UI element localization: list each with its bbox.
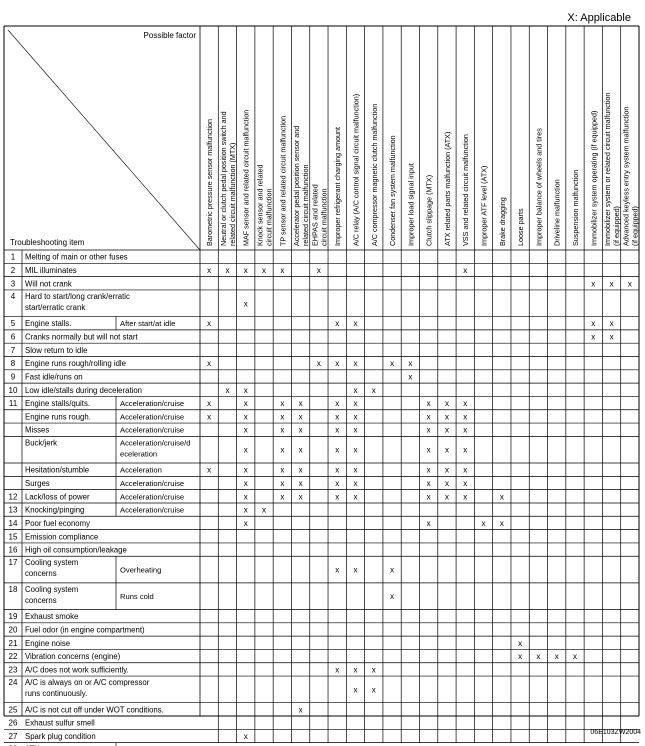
applicable-mark: x xyxy=(335,425,340,435)
troubleshooting-item: Engine runs rough. xyxy=(25,412,91,422)
factor-column-header: VSS and related circuit malfunction xyxy=(461,134,471,246)
row-number: 27 xyxy=(8,731,18,741)
troubleshooting-item: A/C does not work sufficiently. xyxy=(25,665,129,675)
applicable-mark: x xyxy=(353,385,358,395)
applicable-mark: x xyxy=(353,412,358,422)
applicable-mark: x xyxy=(426,445,431,455)
applicable-mark: x xyxy=(426,412,431,422)
applicable-mark: x xyxy=(335,465,340,475)
applicable-mark: x xyxy=(243,265,248,275)
factor-column-header: Brake dragging xyxy=(497,197,507,246)
applicable-mark: x xyxy=(207,359,212,369)
row-number: 22 xyxy=(8,652,18,662)
applicable-mark: x xyxy=(298,412,303,422)
troubleshooting-item: Buck/jerk xyxy=(25,438,58,448)
applicable-mark: x xyxy=(280,399,285,409)
applicable-mark: x xyxy=(298,479,303,488)
applicable-mark: x xyxy=(280,425,285,435)
row-number: 1 xyxy=(10,252,16,262)
factor-column-header: Loose parts xyxy=(516,208,526,246)
applicable-mark: x xyxy=(243,425,248,435)
troubleshooting-item: Cooling system xyxy=(25,558,79,568)
row-number: 21 xyxy=(8,638,18,648)
applicable-mark: x xyxy=(243,445,248,455)
possible-factor-label: Possible factor xyxy=(143,31,196,40)
applicable-mark: x xyxy=(499,492,504,502)
applicable-mark: x xyxy=(518,638,523,648)
troubleshooting-item: Lack/loss of power xyxy=(25,492,90,502)
applicable-mark: x xyxy=(463,425,468,435)
applicable-mark: x xyxy=(408,359,413,369)
applicable-mark: x xyxy=(353,319,358,329)
applicable-mark: x xyxy=(426,399,431,409)
applicable-mark: x xyxy=(463,445,468,455)
row-number: 18 xyxy=(8,584,18,594)
applicable-mark: x xyxy=(262,265,267,275)
applicable-mark: x xyxy=(353,665,358,675)
factor-column-header: Advanced keyless entry system malfunction xyxy=(621,106,631,246)
applicable-mark: x xyxy=(353,445,358,455)
factor-column-header: circuit malfunction xyxy=(264,188,274,246)
applicable-mark: x xyxy=(243,412,248,422)
row-number: 4 xyxy=(10,291,16,301)
troubleshooting-item: Surges xyxy=(25,479,50,488)
factor-column-header: EHPAS and related xyxy=(310,184,320,246)
applicable-mark: x xyxy=(426,465,431,475)
row-number: 19 xyxy=(8,612,18,622)
row-number: 13 xyxy=(8,505,18,515)
factor-column-header: Improper load signal input xyxy=(406,163,416,246)
item-condition: Acceleration/cruise xyxy=(120,505,185,515)
applicable-mark: x xyxy=(572,652,577,662)
troubleshooting-item: Will not crank xyxy=(25,279,72,289)
applicable-mark: x xyxy=(463,412,468,422)
applicable-mark: x xyxy=(243,479,248,488)
applicable-legend: X: Applicable xyxy=(567,12,631,24)
applicable-mark: x xyxy=(243,299,248,309)
applicable-mark: x xyxy=(316,265,321,275)
troubleshooting-item: Hesitation/stumble xyxy=(25,465,90,475)
troubleshooting-item: A/C is always on or A/C compressor xyxy=(25,678,150,688)
applicable-mark: x xyxy=(225,385,230,395)
troubleshooting-item: Vibration concerns (engine) xyxy=(25,652,121,662)
factor-column-header: Accelerator pedal position sensor and xyxy=(292,125,302,246)
applicable-mark: x xyxy=(499,518,504,528)
applicable-mark: x xyxy=(444,425,449,435)
row-number: 14 xyxy=(8,518,18,528)
row-number: 24 xyxy=(8,678,18,688)
troubleshooting-item: High oil consumption/leakage xyxy=(25,545,127,555)
applicable-mark: x xyxy=(444,412,449,422)
header-diagonal xyxy=(8,30,200,250)
applicable-mark: x xyxy=(298,465,303,475)
applicable-mark: x xyxy=(262,505,267,515)
applicable-mark: x xyxy=(353,359,358,369)
applicable-mark: x xyxy=(426,425,431,435)
item-condition: Acceleration xyxy=(120,465,162,475)
troubleshooting-item: concerns xyxy=(25,569,57,579)
applicable-mark: x xyxy=(243,518,248,528)
troubleshooting-item: Low idle/stalls during deceleration xyxy=(25,385,143,395)
applicable-mark: x xyxy=(335,665,340,675)
applicable-mark: x xyxy=(591,319,596,329)
applicable-mark: x xyxy=(591,279,596,289)
applicable-mark: x xyxy=(207,319,212,329)
item-condition: Overheating xyxy=(120,565,162,575)
troubleshooting-item: Slow return to idle xyxy=(25,345,88,355)
applicable-mark: x xyxy=(371,685,376,695)
applicable-mark: x xyxy=(390,359,395,369)
applicable-mark: x xyxy=(353,425,358,435)
factor-column-header: Driveline malfunction xyxy=(552,179,562,246)
troubleshooting-item: Cranks normally but will not start xyxy=(25,332,138,342)
applicable-mark: x xyxy=(444,399,449,409)
troubleshooting-item: A/C is not cut off under WOT conditions. xyxy=(25,705,164,715)
applicable-mark: x xyxy=(225,265,230,275)
row-number: 3 xyxy=(10,279,16,289)
troubleshooting-item: Fuel odor (in engine compartment) xyxy=(25,625,145,635)
applicable-mark: x xyxy=(390,565,395,575)
applicable-mark: x xyxy=(426,492,431,502)
row-number: 2 xyxy=(10,265,16,275)
applicable-mark: x xyxy=(353,492,358,502)
item-condition: Runs cold xyxy=(120,592,154,602)
applicable-mark: x xyxy=(280,492,285,502)
factor-column-header: Clutch slippage (MTX) xyxy=(424,174,434,246)
item-condition: Acceleration/cruise xyxy=(120,492,185,502)
applicable-mark: x xyxy=(280,445,285,455)
factor-column-header: (if equipped) xyxy=(630,206,640,246)
applicable-mark: x xyxy=(280,465,285,475)
row-number: 12 xyxy=(8,492,18,502)
item-condition: After start/at idle xyxy=(120,319,176,329)
troubleshooting-item: Emission compliance xyxy=(25,532,99,542)
troubleshooting-item-label: Troubleshooting item xyxy=(10,238,85,247)
applicable-mark: x xyxy=(243,465,248,475)
applicable-mark: x xyxy=(280,265,285,275)
applicable-mark: x xyxy=(609,332,614,342)
applicable-mark: x xyxy=(463,479,468,488)
applicable-mark: x xyxy=(298,399,303,409)
factor-column-header: MAF sensor and related circuit malfunction xyxy=(241,109,251,246)
factor-column-header: A/C relay (A/C control signal circuit malfunction) xyxy=(351,93,361,246)
applicable-mark: x xyxy=(444,492,449,502)
applicable-mark: x xyxy=(243,731,248,741)
applicable-mark: x xyxy=(335,319,340,329)
row-number: 16 xyxy=(8,545,18,555)
troubleshooting-item: Fast idle/runs on xyxy=(25,372,83,382)
applicable-mark: x xyxy=(298,445,303,455)
row-number: 6 xyxy=(10,332,16,342)
applicable-mark: x xyxy=(207,465,212,475)
factor-column-header: A/C compressor magnetic clutch malfunction xyxy=(369,103,379,246)
row-number: 26 xyxy=(8,718,18,728)
applicable-mark: x xyxy=(298,492,303,502)
applicable-mark: x xyxy=(390,592,395,602)
applicable-mark: x xyxy=(298,425,303,435)
applicable-mark: x xyxy=(207,265,212,275)
troubleshooting-item: Hard to start/long crank/erratic xyxy=(25,291,130,301)
applicable-mark: x xyxy=(335,359,340,369)
troubleshooting-item: Exhaust sulfur smell xyxy=(25,718,95,728)
row-number: 25 xyxy=(8,705,18,715)
applicable-mark: x xyxy=(207,412,212,422)
row-number: 9 xyxy=(10,372,16,382)
applicable-mark: x xyxy=(280,479,285,488)
troubleshooting-item: start/erratic crank xyxy=(25,302,86,312)
item-condition: Acceleration/cruise xyxy=(120,412,185,422)
applicable-mark: x xyxy=(554,652,559,662)
row-number: 11 xyxy=(8,399,18,409)
applicable-mark: x xyxy=(444,465,449,475)
troubleshooting-item: MIL illuminates xyxy=(25,265,77,275)
figure-code: 06E103ZW2004 xyxy=(590,729,641,736)
applicable-mark: x xyxy=(371,385,376,395)
troubleshooting-item: Melting of main or other fuses xyxy=(25,252,128,262)
troubleshooting-item: Exhaust smoke xyxy=(25,612,79,622)
applicable-mark: x xyxy=(298,705,303,715)
applicable-mark: x xyxy=(353,565,358,575)
factor-column-header: Improper ATF level (ATX) xyxy=(479,165,489,246)
applicable-mark: x xyxy=(518,652,523,662)
row-number: 5 xyxy=(10,319,16,329)
factor-column-header: Barometric pressure sensor malfunction xyxy=(205,118,215,246)
row-number: 17 xyxy=(8,558,18,568)
troubleshooting-item: concerns xyxy=(25,595,57,605)
factor-column-header: ATX related parts malfunction (ATX) xyxy=(442,131,452,246)
row-number: 15 xyxy=(8,532,18,542)
row-number: 23 xyxy=(8,665,18,675)
applicable-mark: x xyxy=(243,385,248,395)
applicable-mark: x xyxy=(463,265,468,275)
applicable-mark: x xyxy=(243,399,248,409)
applicable-mark: x xyxy=(627,279,632,289)
item-condition: Acceleration/cruise xyxy=(120,425,185,435)
applicable-mark: x xyxy=(463,465,468,475)
applicable-mark: x xyxy=(335,479,340,488)
item-condition: eceleration xyxy=(120,449,158,459)
item-condition: Acceleration/cruise/d xyxy=(120,438,191,448)
row-number: 8 xyxy=(10,359,16,369)
factor-column-header: related circuit malfunction (MTX) xyxy=(227,142,237,246)
item-condition: Acceleration/cruise xyxy=(120,479,185,488)
applicable-mark: x xyxy=(408,372,413,382)
applicable-mark: x xyxy=(371,665,376,675)
factor-column-header: Knock sensor and related xyxy=(255,164,265,246)
applicable-mark: x xyxy=(609,279,614,289)
troubleshooting-item: Misses xyxy=(25,425,50,435)
factor-column-header: Condenser fan system malfunction xyxy=(388,135,398,246)
troubleshooting-item: runs continuously. xyxy=(25,689,88,699)
troubleshooting-item: Poor fuel economy xyxy=(25,518,91,528)
factor-column-header: circuit malfunction xyxy=(319,188,329,246)
applicable-mark: x xyxy=(243,492,248,502)
troubleshooting-item: Engine stalls/quits. xyxy=(25,399,91,409)
item-condition: Acceleration/cruise xyxy=(120,399,185,409)
applicable-mark: x xyxy=(280,412,285,422)
troubleshooting-item: Engine runs rough/rolling idle xyxy=(25,359,126,369)
applicable-mark: x xyxy=(353,399,358,409)
factor-column-header: Improper refrigerant charging amount xyxy=(333,126,343,246)
troubleshooting-item: Engine noise xyxy=(25,638,71,648)
troubleshooting-item: Engine stalls. xyxy=(25,319,72,329)
factor-column-header: Neutral or clutch pedal position switch and xyxy=(218,111,228,246)
factor-column-header: related circuit malfunction xyxy=(301,164,311,246)
applicable-mark: x xyxy=(609,319,614,329)
applicable-mark: x xyxy=(444,445,449,455)
applicable-mark: x xyxy=(463,492,468,502)
factor-column-header: Suspension malfunction xyxy=(570,169,580,246)
applicable-mark: x xyxy=(353,685,358,695)
factor-column-header: TP sensor and related circuit malfunction xyxy=(278,115,288,246)
factor-column-header: Immobilizer system operating (if equipped) xyxy=(589,110,599,246)
applicable-mark: x xyxy=(444,479,449,488)
applicable-mark: x xyxy=(243,505,248,515)
factor-column-header: (if equipped) xyxy=(612,206,622,246)
applicable-mark: x xyxy=(207,399,212,409)
applicable-mark: x xyxy=(335,399,340,409)
applicable-mark: x xyxy=(481,518,486,528)
row-number: 20 xyxy=(8,625,18,635)
factor-column-header: Improper balance of wheels and tires xyxy=(534,128,544,246)
applicable-mark: x xyxy=(353,479,358,488)
row-number: 7 xyxy=(10,345,16,355)
applicable-mark: x xyxy=(335,492,340,502)
troubleshooting-item: Spark plug condition xyxy=(25,731,96,741)
applicable-mark: x xyxy=(536,652,541,662)
applicable-mark: x xyxy=(426,518,431,528)
troubleshooting-item: Knocking/pinging xyxy=(25,505,85,515)
applicable-mark: x xyxy=(426,479,431,488)
factor-column-header: Immobilizer system or related circuit malfunction xyxy=(603,92,613,246)
applicable-mark: x xyxy=(591,332,596,342)
troubleshooting-item: Cooling system xyxy=(25,584,79,594)
applicable-mark: x xyxy=(463,399,468,409)
applicable-mark: x xyxy=(335,412,340,422)
applicable-mark: x xyxy=(316,359,321,369)
applicable-mark: x xyxy=(335,565,340,575)
row-number: 10 xyxy=(8,385,18,395)
applicable-mark: x xyxy=(335,445,340,455)
applicable-mark: x xyxy=(353,465,358,475)
